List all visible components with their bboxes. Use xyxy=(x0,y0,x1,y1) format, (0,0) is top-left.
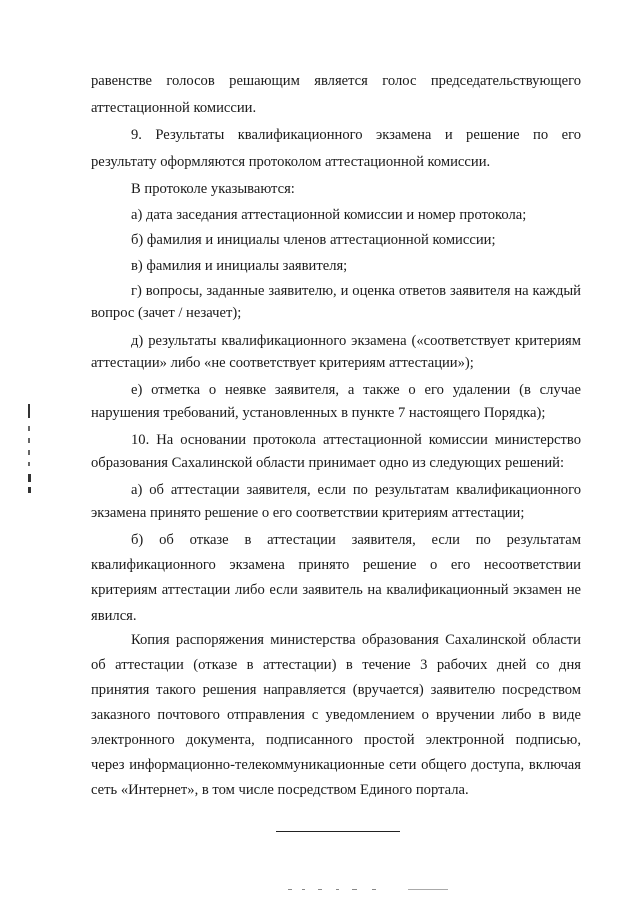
separator-line xyxy=(276,831,400,832)
text-line: критериям аттестации либо если заявитель на квалификационный экзамен не xyxy=(91,582,581,598)
text-line: через информационно-телекоммуникационные сети общего доступа, включая xyxy=(91,757,581,773)
text-line: аттестационной комиссии. xyxy=(91,100,257,116)
text-line: результату оформляются протоколом аттестационной комиссии. xyxy=(91,154,491,170)
text-line: об аттестации (отказе в аттестации) в течение 3 рабочих дней со дня xyxy=(91,657,581,673)
text-line: нарушения требований, установленных в пункте 7 настоящего Порядка); xyxy=(91,405,546,421)
text-line: аттестации» либо «не соответствует критериям аттестации»); xyxy=(91,355,474,371)
text-line: а) об аттестации заявителя, если по результатам квалификационного xyxy=(131,482,581,498)
text-line: г) вопросы, заданные заявителю, и оценка ответов заявителя на каждый xyxy=(131,283,581,299)
text-line: вопрос (зачет / незачет); xyxy=(91,305,242,321)
text-line: принятия такого решения направляется (вручается) заявителю посредством xyxy=(91,682,581,698)
text-line: квалификационного экзамена принято решение о его несоответствии xyxy=(91,557,581,573)
text-line: В протоколе указываются: xyxy=(131,181,295,197)
text-line: в) фамилия и инициалы заявителя; xyxy=(131,258,348,274)
text-line: электронного документа, подписанного простой электронной подписью, xyxy=(91,732,581,748)
text-line: д) результаты квалификационного экзамена («соответствует критериям xyxy=(131,333,581,349)
text-line: б) об отказе в аттестации заявителя, если по результатам xyxy=(131,532,581,548)
text-line: е) отметка о неявке заявителя, а также о его удалении (в случае xyxy=(131,382,581,398)
text-line: б) фамилия и инициалы членов аттестационной комиссии; xyxy=(131,232,496,248)
text-line: заказного почтового отправления с уведомлением о вручении либо в виде xyxy=(91,707,581,723)
text-line: образования Сахалинской области принимает одно из следующих решений: xyxy=(91,455,565,471)
text-line: экзамена принято решение о его соответствии критериям аттестации; xyxy=(91,505,525,521)
text-line: а) дата заседания аттестационной комиссии и номер протокола; xyxy=(131,207,527,223)
text-line: явился. xyxy=(91,608,137,624)
text-line: 10. На основании протокола аттестационной комиссии министерство xyxy=(131,432,581,448)
text-line: Копия распоряжения министерства образования Сахалинской области xyxy=(131,632,581,648)
text-line: равенстве голосов решающим является голос председательствующего xyxy=(91,73,581,89)
text-line: 9. Результаты квалификационного экзамена и решение по его xyxy=(131,127,581,143)
text-line: сеть «Интернет», в том числе посредством Единого портала. xyxy=(91,782,469,798)
